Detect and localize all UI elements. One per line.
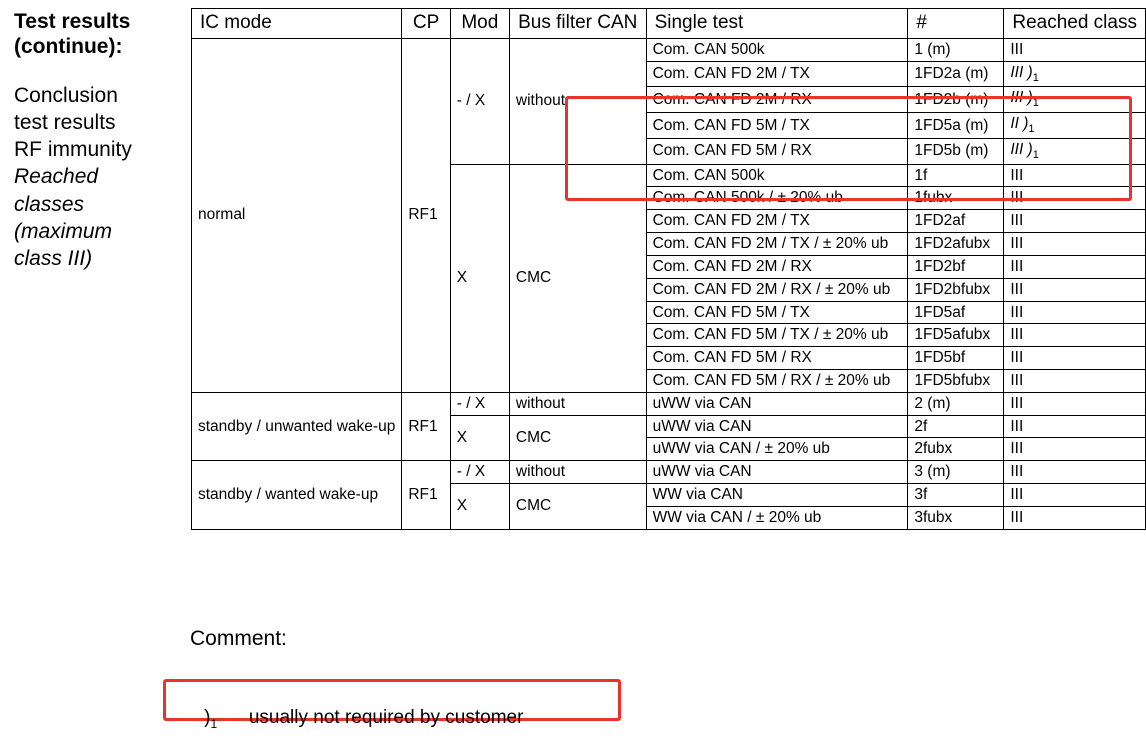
cell-reached-class: III [1004, 415, 1146, 438]
comment-note-spacer [217, 707, 249, 728]
cell-test-number: 3fubx [908, 506, 1004, 529]
cell-bus-filter: CMC [509, 415, 646, 461]
cell-test-number: 1FD5bfubx [908, 369, 1004, 392]
cell-single-test: Com. CAN FD 2M / RX [646, 255, 908, 278]
table-row [192, 461, 1146, 484]
cell-mod: X [450, 164, 509, 392]
reached-class-value: III )$_1$ [1010, 63, 1039, 84]
cell-single-test: uWW via CAN / ± 20% ub [646, 438, 908, 461]
cell-test-number: 2fubx [908, 438, 1004, 461]
cell-reached-class: III [1004, 255, 1146, 278]
page-title: Test results (continue): [14, 10, 131, 58]
conclusion-line: test results [14, 110, 116, 134]
cell-single-test: Com. CAN FD 5M / RX [646, 138, 908, 164]
cell-single-test: Com. CAN FD 5M / RX / ± 20% ub [646, 369, 908, 392]
cell-test-number: 1FD2bfubx [908, 278, 1004, 301]
cell-test-number: 1 (m) [908, 38, 1004, 61]
cell-mod: - / X [450, 461, 509, 484]
conclusion-text [14, 82, 189, 273]
cell-test-number: 1f [908, 164, 1004, 187]
cell-bus-filter: CMC [509, 164, 646, 392]
cell-ic-mode: normal [192, 38, 402, 392]
cell-single-test: Com. CAN 500k / ± 20% ub [646, 187, 908, 210]
cell-test-number: 1FD2b (m) [908, 87, 1004, 113]
table-row [192, 38, 1146, 61]
cell-reached-class [1004, 87, 1146, 113]
table-row [192, 392, 1146, 415]
cell-reached-class: III [1004, 233, 1146, 256]
conclusion-line-italic: classes [14, 192, 85, 216]
reached-class-value: III )$_1$ [1010, 140, 1039, 161]
cell-reached-class: III [1004, 38, 1146, 61]
cell-cp: RF1 [402, 461, 450, 529]
cell-reached-class: III [1004, 392, 1146, 415]
conclusion-line: RF immunity [14, 138, 132, 162]
cell-test-number: 1FD5b (m) [908, 138, 1004, 164]
cell-reached-class: III [1004, 301, 1146, 324]
comment-marker: )$_1$ [204, 707, 218, 731]
test-results-table [191, 8, 1146, 530]
reached-class-value: II )$_1$ [1010, 115, 1035, 136]
cell-ic-mode: standby / wanted wake-up [192, 461, 402, 529]
comment-note-text: usually not required by customer [248, 707, 524, 728]
cell-single-test: Com. CAN FD 2M / TX / ± 20% ub [646, 233, 908, 256]
cell-test-number: 1FD5afubx [908, 324, 1004, 347]
cell-reached-class: III [1004, 187, 1146, 210]
cell-test-number: 2f [908, 415, 1004, 438]
cell-cp: RF1 [402, 392, 450, 460]
cell-reached-class: III [1004, 461, 1146, 484]
cell-reached-class: III [1004, 484, 1146, 507]
cell-single-test: WW via CAN / ± 20% ub [646, 506, 908, 529]
cell-reached-class: III [1004, 438, 1146, 461]
column-header-reached-class: Reached class [1004, 9, 1146, 39]
cell-single-test: Com. CAN 500k [646, 164, 908, 187]
cell-mod: X [450, 415, 509, 461]
comment-note [183, 685, 523, 753]
cell-test-number: 1FD2bf [908, 255, 1004, 278]
cell-single-test: Com. CAN FD 5M / RX [646, 347, 908, 370]
cell-test-number: 1FD2af [908, 210, 1004, 233]
cell-test-number: 1FD2afubx [908, 233, 1004, 256]
cell-ic-mode: standby / unwanted wake-up [192, 392, 402, 460]
table-body [192, 38, 1146, 529]
column-header-ic-mode: IC mode [192, 9, 402, 39]
cell-single-test: WW via CAN [646, 484, 908, 507]
cell-reached-class: III [1004, 369, 1146, 392]
cell-mod: X [450, 484, 509, 530]
cell-single-test: uWW via CAN [646, 415, 908, 438]
reached-class-value: III )$_1$ [1010, 89, 1039, 110]
cell-single-test: uWW via CAN [646, 461, 908, 484]
cell-single-test: Com. CAN FD 5M / TX / ± 20% ub [646, 324, 908, 347]
cell-bus-filter: CMC [509, 484, 646, 530]
column-header-mod: Mod [450, 9, 509, 39]
cell-test-number: 1FD2a (m) [908, 61, 1004, 87]
cell-single-test: Com. CAN FD 5M / TX [646, 301, 908, 324]
cell-single-test: uWW via CAN [646, 392, 908, 415]
cell-reached-class [1004, 138, 1146, 164]
comment-label: Comment: [190, 627, 287, 650]
left-column [14, 10, 189, 273]
column-header-bus-filter: Bus filter CAN [509, 9, 646, 39]
cell-reached-class: III [1004, 278, 1146, 301]
cell-single-test: Com. CAN FD 2M / TX [646, 210, 908, 233]
cell-bus-filter: without [509, 461, 646, 484]
cell-mod: - / X [450, 392, 509, 415]
cell-test-number: 1FD5af [908, 301, 1004, 324]
column-header-cp: CP [402, 9, 450, 39]
conclusion-line: Conclusion [14, 83, 118, 107]
cell-reached-class: III [1004, 164, 1146, 187]
cell-single-test: Com. CAN FD 2M / RX [646, 87, 908, 113]
cell-reached-class: III [1004, 506, 1146, 529]
cell-mod: - / X [450, 38, 509, 164]
cell-test-number: 1fubx [908, 187, 1004, 210]
cell-test-number: 1FD5a (m) [908, 113, 1004, 139]
cell-reached-class [1004, 61, 1146, 87]
cell-test-number: 2 (m) [908, 392, 1004, 415]
cell-reached-class: III [1004, 210, 1146, 233]
cell-single-test: Com. CAN 500k [646, 38, 908, 61]
conclusion-line-italic: class III) [14, 247, 93, 271]
cell-reached-class: III [1004, 324, 1146, 347]
cell-single-test: Com. CAN FD 5M / TX [646, 113, 908, 139]
conclusion-line-italic: (maximum [14, 220, 112, 244]
cell-test-number: 3f [908, 484, 1004, 507]
table-header [192, 9, 1146, 39]
cell-single-test: Com. CAN FD 2M / TX [646, 61, 908, 87]
column-header-single-test: Single test [646, 9, 908, 39]
cell-bus-filter: without [509, 38, 646, 164]
cell-test-number: 3 (m) [908, 461, 1004, 484]
conclusion-line-italic: Reached [14, 165, 99, 189]
table-header-row [192, 9, 1146, 39]
cell-reached-class [1004, 113, 1146, 139]
cell-bus-filter: without [509, 392, 646, 415]
cell-test-number: 1FD5bf [908, 347, 1004, 370]
cell-cp: RF1 [402, 38, 450, 392]
cell-reached-class: III [1004, 347, 1146, 370]
column-header-number: # [908, 9, 1004, 39]
cell-single-test: Com. CAN FD 2M / RX / ± 20% ub [646, 278, 908, 301]
